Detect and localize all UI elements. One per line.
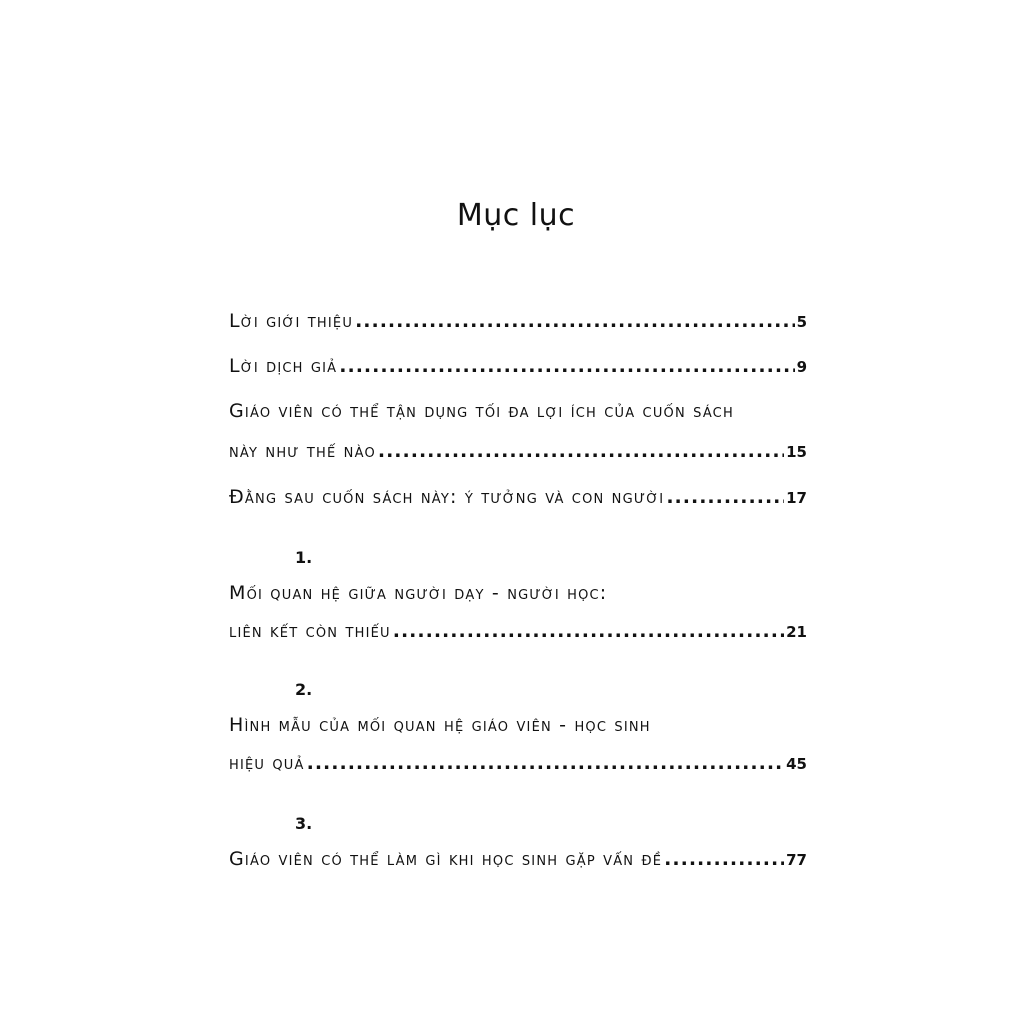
toc-chapter-2-line2[interactable] xyxy=(229,752,807,780)
toc-entry-label: Giáo viên có thể tận dụng tối đa lợi ích của cuốn sách xyxy=(229,400,734,422)
toc-entry-how-to-use-line1[interactable] xyxy=(229,400,807,428)
toc-page-number: 21 xyxy=(786,623,807,641)
toc-entry-label: hiệu quả xyxy=(229,752,305,774)
leader-dots xyxy=(393,620,784,642)
toc-page-number: 17 xyxy=(786,489,807,507)
toc-chapter-3[interactable] xyxy=(229,848,807,876)
chapter-number: 3. xyxy=(295,814,313,833)
toc-entry-how-to-use-line2[interactable] xyxy=(229,440,807,468)
toc-page-number: 5 xyxy=(796,313,807,331)
toc-entry-label: Hình mẫu của mối quan hệ giáo viên - học sinh xyxy=(229,714,651,736)
toc-entry-introduction[interactable] xyxy=(229,310,807,338)
toc-page-number: 15 xyxy=(786,443,807,461)
toc-chapter-2-line1[interactable] xyxy=(229,714,807,742)
toc-entry-label: Mối quan hệ giữa người dạy - người học: xyxy=(229,582,608,604)
toc-entry-label: này như thế nào xyxy=(229,440,376,462)
leader-dots xyxy=(664,848,784,870)
toc-entry-label: liên kết còn thiếu xyxy=(229,620,391,642)
leader-dots xyxy=(666,486,784,508)
toc-entry-label: Đằng sau cuốn sách này: ý tưởng và con người xyxy=(229,486,665,508)
page-title: Mục lục xyxy=(456,198,576,233)
toc-chapter-1-line2[interactable] xyxy=(229,620,807,648)
toc-entry-label: Lời dịch giả xyxy=(229,355,338,377)
toc-page-number: 9 xyxy=(796,358,807,376)
toc-entry-label: Giáo viên có thể làm gì khi học sinh gặp vấn đề xyxy=(229,848,663,870)
toc-page-number: 45 xyxy=(786,755,807,773)
chapter-number: 1. xyxy=(295,548,313,567)
toc-page-number: 77 xyxy=(786,851,807,869)
toc-entry-translator-note[interactable] xyxy=(229,355,807,383)
leader-dots xyxy=(339,355,794,377)
leader-dots xyxy=(307,752,785,774)
chapter-number: 2. xyxy=(295,680,313,699)
toc-chapter-1-line1[interactable] xyxy=(229,582,807,610)
toc-entry-behind-the-book[interactable] xyxy=(229,486,807,514)
leader-dots xyxy=(378,440,784,462)
toc-entry-label: Lời giới thiệu xyxy=(229,310,354,332)
leader-dots xyxy=(355,310,795,332)
